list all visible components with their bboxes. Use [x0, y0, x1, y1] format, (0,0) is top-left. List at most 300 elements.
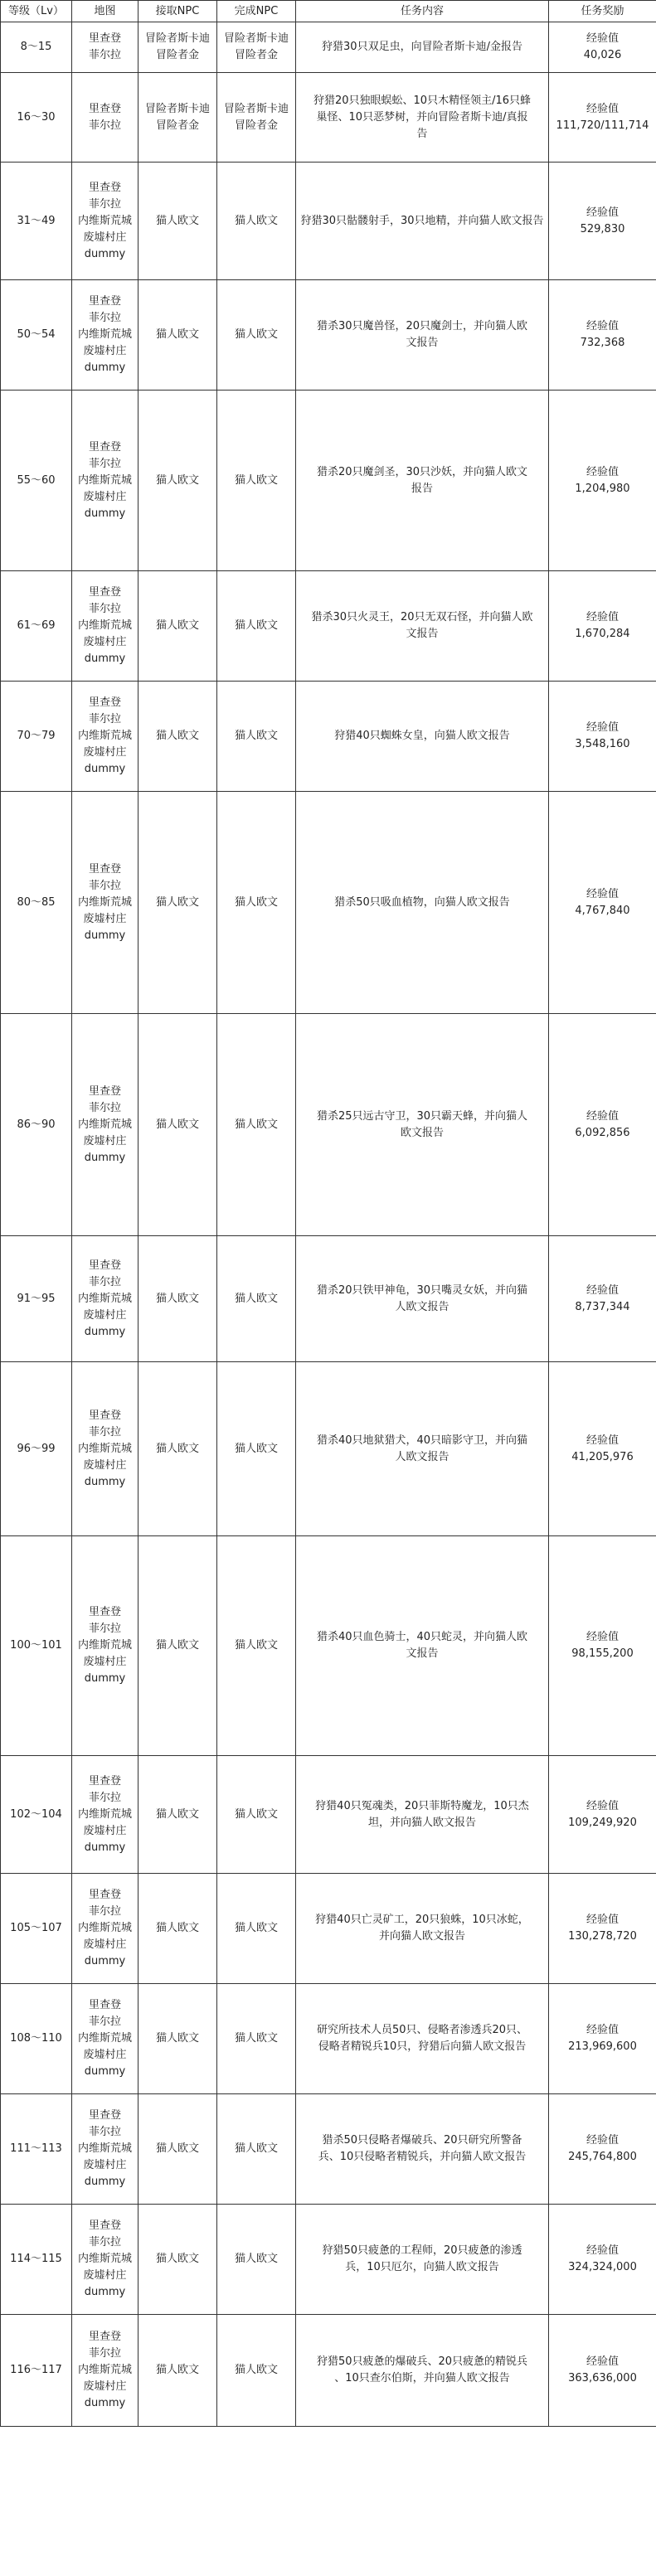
map-cell [72, 163, 138, 280]
table-row [1, 792, 656, 1014]
level-cell: 96～99 [1, 1362, 72, 1536]
accept-npc-line: 冒险者金 [155, 119, 199, 132]
map-line: 废墟村庄 [83, 2049, 127, 2061]
reward-value: 6,092,856 [575, 1126, 630, 1139]
reward-label: 经验值 [586, 320, 619, 332]
content-line: 狩猎30只骷髅射手，30只地精，并向猫人欧文报告 [300, 214, 544, 227]
content-line: 猎杀50只侵略者爆破兵、20只研究所警备 [322, 2134, 522, 2147]
map-line: dummy [84, 1475, 126, 1488]
reward-value: 363,636,000 [568, 2372, 637, 2384]
map-line: 菲尔拉 [88, 2347, 121, 2360]
complete-npc-line: 猫人欧文 [234, 2142, 278, 2155]
reward-cell [549, 1362, 656, 1536]
map-cell [72, 1536, 138, 1756]
reward-label: 经验值 [586, 206, 619, 219]
reward-cell [549, 22, 656, 73]
header-row [1, 1, 656, 22]
reward-cell [549, 280, 656, 391]
map-line: 里查登 [88, 1774, 121, 1788]
map-line: 里查登 [88, 2109, 121, 2122]
complete-npc-cell [217, 2315, 296, 2427]
content-line: 欧文报告 [400, 1126, 444, 1139]
map-cell [72, 1014, 138, 1236]
content-line: 猎杀25只远古守卫，30只霸天蜂，并向猫人 [316, 1109, 528, 1123]
complete-npc-cell [217, 571, 296, 682]
level-cell: 102～104 [1, 1756, 72, 1874]
reward-label: 经验值 [586, 1799, 619, 1812]
content-cell [296, 73, 549, 163]
accept-npc-line: 猫人欧文 [155, 730, 199, 742]
content-cell [296, 1874, 549, 1984]
level-cell: 114～115 [1, 2205, 72, 2315]
table-row [1, 2205, 656, 2315]
accept-npc-line: 猫人欧文 [155, 2032, 199, 2045]
complete-npc-line: 猫人欧文 [234, 1118, 278, 1131]
reward-label: 经验值 [586, 102, 619, 115]
map-line: 里查登 [88, 862, 121, 876]
map-cell [72, 1756, 138, 1874]
map-line: 内维斯荒城 [77, 1922, 132, 1934]
map-line: dummy [84, 2176, 126, 2188]
reward-value: 98,155,200 [571, 1647, 634, 1660]
map-line: 里查登 [88, 696, 121, 709]
accept-npc-line: 猫人欧文 [155, 1292, 199, 1305]
header-level: 等级（Lv） [1, 1, 72, 22]
map-cell [72, 1236, 138, 1362]
content-cell [296, 391, 549, 571]
level-cell: 31～49 [1, 163, 72, 280]
content-line: 猎杀20只铁甲神龟，30只嘴灵女妖，并向猫 [316, 1283, 528, 1297]
map-line: 内维斯荒城 [77, 619, 132, 632]
content-line: 狩猎20只独眼蜈蚣、10只木精怪领主/16只蜂 [313, 94, 531, 107]
map-line: 里查登 [88, 32, 121, 45]
content-line: 文报告 [406, 628, 439, 640]
map-line: 里查登 [88, 586, 121, 599]
level-cell: 55～60 [1, 391, 72, 571]
content-line: 狩猎40只蜘蛛女皇，向猫人欧文报告 [334, 730, 510, 742]
content-line: 猎杀40只地狱猎犬，40只暗影守卫，并向猫 [316, 1434, 528, 1447]
reward-value: 130,278,720 [568, 1930, 637, 1943]
content-cell [296, 1014, 549, 1236]
map-cell [72, 682, 138, 792]
reward-label: 经验值 [586, 721, 619, 734]
reward-value: 245,764,800 [568, 2151, 637, 2163]
reward-value: 8,737,344 [575, 1300, 630, 1313]
content-line: 研究所技术人员50只、侵略者渗透兵20只、 [316, 2024, 528, 2036]
content-line: 狩猎50只疲惫的爆破兵、20只疲惫的精锐兵 [316, 2355, 528, 2368]
map-cell [72, 73, 138, 163]
content-cell [296, 1236, 549, 1362]
content-line: 并向猫人欧文报告 [378, 1930, 465, 1943]
content-line: 兵、10只侵略者精锐兵，并向猫人欧文报告 [318, 2151, 527, 2163]
content-line: 坦，并向猫人欧文报告 [367, 1816, 476, 1829]
complete-npc-cell [217, 391, 296, 571]
level-cell: 105～107 [1, 1874, 72, 1984]
accept-npc-line: 猫人欧文 [155, 1639, 199, 1652]
table-row [1, 73, 656, 163]
map-line: 里查登 [88, 2219, 121, 2232]
header-reward: 任务奖励 [549, 1, 656, 22]
reward-label: 经验值 [586, 611, 619, 623]
reward-cell [549, 571, 656, 682]
complete-npc-line: 猫人欧文 [234, 328, 278, 341]
map-line: dummy [84, 763, 126, 775]
reward-label: 经验值 [586, 1434, 619, 1447]
complete-npc-cell [217, 163, 296, 280]
map-line: 内维斯荒城 [77, 895, 132, 909]
reward-label: 经验值 [586, 1631, 619, 1643]
reward-label: 经验值 [586, 1109, 619, 1123]
map-line: 里查登 [88, 1999, 121, 2011]
level-cell: 70～79 [1, 682, 72, 792]
accept-npc-cell [138, 391, 217, 571]
map-line: 内维斯荒城 [77, 730, 132, 742]
map-line: dummy [84, 507, 126, 520]
accept-npc-line: 猫人欧文 [155, 473, 199, 487]
content-line: 兵，10只厄尔，向猫人欧文报告 [345, 2261, 499, 2273]
map-line: 里查登 [88, 295, 121, 308]
reward-label: 经验值 [586, 32, 619, 45]
map-line: 里查登 [88, 181, 121, 194]
reward-cell [549, 391, 656, 571]
map-cell [72, 1984, 138, 2094]
map-line: 菲尔拉 [88, 1623, 121, 1635]
content-cell [296, 22, 549, 73]
map-line: 内维斯荒城 [77, 1639, 132, 1652]
complete-npc-cell [217, 1756, 296, 1874]
complete-npc-line: 冒险者斯卡迪 [223, 32, 289, 45]
content-cell [296, 1536, 549, 1756]
level-cell: 80～85 [1, 792, 72, 1014]
reward-value: 111,720/111,714 [556, 119, 649, 132]
content-line: 告 [416, 127, 428, 140]
map-line: 废墟村庄 [83, 746, 127, 759]
complete-npc-cell [217, 73, 296, 163]
map-line: dummy [84, 652, 126, 665]
content-cell [296, 163, 549, 280]
content-line: 侵略者精锐兵10只，狩猎后向猫人欧文报告 [318, 2040, 527, 2053]
level-cell: 8～15 [1, 22, 72, 73]
map-line: 内维斯荒城 [77, 1442, 132, 1455]
map-line: 菲尔拉 [88, 879, 121, 892]
reward-cell [549, 1014, 656, 1236]
complete-npc-line: 冒险者金 [234, 119, 278, 132]
complete-npc-cell [217, 2094, 296, 2205]
complete-npc-line: 冒险者斯卡迪 [223, 102, 289, 115]
map-line: 内维斯荒城 [77, 328, 132, 341]
map-line: 里查登 [88, 102, 121, 115]
map-cell [72, 22, 138, 73]
complete-npc-cell [217, 1236, 296, 1362]
reward-value: 324,324,000 [568, 2261, 637, 2273]
accept-npc-cell [138, 1236, 217, 1362]
level-cell: 16～30 [1, 73, 72, 163]
map-line: 内维斯荒城 [77, 214, 132, 227]
map-line: dummy [84, 1955, 126, 1967]
map-line: dummy [84, 2397, 126, 2409]
accept-npc-cell [138, 22, 217, 73]
reward-cell [549, 163, 656, 280]
map-line: 菲尔拉 [88, 603, 121, 615]
reward-value: 4,767,840 [575, 904, 630, 917]
accept-npc-cell [138, 1874, 217, 1984]
complete-npc-cell [217, 1874, 296, 1984]
accept-npc-line: 冒险者金 [155, 49, 199, 61]
map-line: 菲尔拉 [88, 1425, 121, 1438]
accept-npc-line: 冒险者斯卡迪 [144, 32, 210, 45]
map-cell [72, 571, 138, 682]
content-line: 文报告 [406, 337, 439, 349]
map-cell [72, 1874, 138, 1984]
accept-npc-line: 猫人欧文 [155, 2142, 199, 2155]
map-line: 内维斯荒城 [77, 2253, 132, 2265]
complete-npc-cell [217, 682, 296, 792]
content-line: 狩猎40只冤魂类，20只菲斯特魔龙，10只杰 [315, 1799, 529, 1812]
complete-npc-cell [217, 280, 296, 391]
map-line: 废墟村庄 [83, 2380, 127, 2393]
map-line: 里查登 [88, 1409, 121, 1422]
accept-npc-line: 猫人欧文 [155, 1118, 199, 1131]
map-cell [72, 1362, 138, 1536]
content-line: 猎杀50只吸血植物，向猫人欧文报告 [334, 895, 510, 909]
map-line: 菲尔拉 [88, 49, 121, 61]
reward-label: 经验值 [586, 1283, 619, 1297]
complete-npc-line: 猫人欧文 [234, 895, 278, 909]
map-line: 内维斯荒城 [77, 2032, 132, 2045]
table-row [1, 1536, 656, 1756]
map-line: dummy [84, 361, 126, 374]
accept-npc-cell [138, 1014, 217, 1236]
map-line: 菲尔拉 [88, 197, 121, 211]
accept-npc-cell [138, 792, 217, 1014]
reward-cell [549, 1984, 656, 2094]
level-cell: 116～117 [1, 2315, 72, 2427]
table-row [1, 1362, 656, 1536]
table-header [1, 1, 656, 22]
reward-label: 经验值 [586, 2024, 619, 2036]
complete-npc-line: 猫人欧文 [234, 473, 278, 487]
accept-npc-line: 猫人欧文 [155, 2253, 199, 2265]
reward-cell [549, 2205, 656, 2315]
reward-value: 1,204,980 [575, 482, 630, 495]
table-row [1, 1874, 656, 1984]
map-line: dummy [84, 2286, 126, 2298]
table-row [1, 1236, 656, 1362]
reward-cell [549, 792, 656, 1014]
table-row [1, 571, 656, 682]
map-cell [72, 391, 138, 571]
map-line: 内维斯荒城 [77, 2142, 132, 2155]
content-line: 巢怪、10只恶梦树，并向冒险者斯卡迪/真报 [316, 110, 528, 124]
reward-cell [549, 2094, 656, 2205]
map-line: 废墟村庄 [83, 2159, 127, 2171]
map-line: 废墟村庄 [83, 490, 127, 503]
complete-npc-line: 猫人欧文 [234, 730, 278, 742]
content-line: 猎杀20只魔剑圣，30只沙妖，并向猫人欧文 [316, 465, 528, 478]
reward-value: 40,026 [583, 49, 622, 61]
reward-label: 经验值 [586, 1914, 619, 1926]
accept-npc-cell [138, 163, 217, 280]
map-cell [72, 2094, 138, 2205]
complete-npc-cell [217, 22, 296, 73]
table-row [1, 22, 656, 73]
accept-npc-cell [138, 1984, 217, 2094]
complete-npc-line: 猫人欧文 [234, 2364, 278, 2376]
complete-npc-line: 猫人欧文 [234, 619, 278, 632]
accept-npc-cell [138, 2205, 217, 2315]
map-line: dummy [84, 247, 126, 260]
reward-value: 109,249,920 [568, 1816, 637, 1829]
map-line: 废墟村庄 [83, 1938, 127, 1951]
reward-label: 经验值 [586, 2134, 619, 2147]
reward-value: 41,205,976 [571, 1450, 634, 1463]
content-cell [296, 792, 549, 1014]
map-line: dummy [84, 1325, 126, 1338]
accept-npc-line: 猫人欧文 [155, 619, 199, 632]
accept-npc-line: 猫人欧文 [155, 895, 199, 909]
map-line: dummy [84, 1151, 126, 1164]
content-cell [296, 1362, 549, 1536]
reward-cell [549, 73, 656, 163]
map-cell [72, 792, 138, 1014]
accept-npc-cell [138, 280, 217, 391]
map-line: 废墟村庄 [83, 345, 127, 357]
complete-npc-cell [217, 1984, 296, 2094]
map-line: 废墟村庄 [83, 230, 127, 244]
map-line: 菲尔拉 [88, 119, 121, 132]
level-cell: 108～110 [1, 1984, 72, 2094]
complete-npc-cell [217, 792, 296, 1014]
table-row [1, 682, 656, 792]
map-line: 菲尔拉 [88, 312, 121, 324]
table-row [1, 1756, 656, 1874]
complete-npc-cell [217, 2205, 296, 2315]
table-row [1, 2094, 656, 2205]
header-map: 地图 [72, 1, 138, 22]
map-line: 废墟村庄 [83, 1656, 127, 1668]
map-line: 废墟村庄 [83, 2269, 127, 2282]
table-row [1, 391, 656, 571]
accept-npc-line: 猫人欧文 [155, 2364, 199, 2376]
map-line: 废墟村庄 [83, 1458, 127, 1472]
reward-label: 经验值 [586, 465, 619, 478]
level-cell: 111～113 [1, 2094, 72, 2205]
content-line: 猎杀30只魔兽怪，20只魔剑士，并向猫人欧 [316, 320, 528, 332]
complete-npc-cell [217, 1014, 296, 1236]
table-row [1, 2315, 656, 2427]
complete-npc-line: 冒险者金 [234, 49, 278, 61]
complete-npc-line: 猫人欧文 [234, 214, 278, 227]
map-line: 废墟村庄 [83, 912, 127, 925]
map-line: 里查登 [88, 1606, 121, 1618]
reward-label: 经验值 [586, 2244, 619, 2257]
map-line: 里查登 [88, 1084, 121, 1098]
reward-cell [549, 1874, 656, 1984]
complete-npc-cell [217, 1536, 296, 1756]
map-line: 菲尔拉 [88, 1101, 121, 1114]
map-line: 菲尔拉 [88, 713, 121, 725]
complete-npc-line: 猫人欧文 [234, 1639, 278, 1652]
reward-value: 732,368 [580, 337, 625, 349]
reward-cell [549, 1236, 656, 1362]
map-line: 废墟村庄 [83, 636, 127, 648]
reward-label: 经验值 [586, 887, 619, 900]
complete-npc-line: 猫人欧文 [234, 2253, 278, 2265]
reward-value: 1,670,284 [575, 628, 630, 640]
level-cell: 91～95 [1, 1236, 72, 1362]
map-line: 菲尔拉 [88, 1905, 121, 1918]
map-line: dummy [84, 1841, 126, 1854]
accept-npc-cell [138, 1536, 217, 1756]
content-line: 狩猎50只疲惫的工程师，20只疲惫的渗透 [322, 2244, 522, 2257]
content-line: 文报告 [406, 1647, 439, 1660]
complete-npc-line: 猫人欧文 [234, 1442, 278, 1455]
map-line: 里查登 [88, 440, 121, 454]
table-row [1, 1984, 656, 2094]
content-cell [296, 682, 549, 792]
table-row [1, 1014, 656, 1236]
map-line: 废墟村庄 [83, 1824, 127, 1837]
table-row [1, 163, 656, 280]
map-line: 菲尔拉 [88, 2016, 121, 2028]
content-cell [296, 2315, 549, 2427]
accept-npc-line: 猫人欧文 [155, 1922, 199, 1934]
level-cell: 86～90 [1, 1014, 72, 1236]
accept-npc-cell [138, 571, 217, 682]
map-cell [72, 280, 138, 391]
level-cell: 50～54 [1, 280, 72, 391]
accept-npc-cell [138, 2315, 217, 2427]
map-line: dummy [84, 2065, 126, 2078]
content-cell [296, 2205, 549, 2315]
accept-npc-line: 猫人欧文 [155, 1442, 199, 1455]
map-line: 菲尔拉 [88, 1275, 121, 1288]
content-line: 、10只查尔伯斯，并向猫人欧文报告 [334, 2372, 510, 2384]
content-line: 报告 [411, 482, 433, 495]
map-line: 内维斯荒城 [77, 1292, 132, 1305]
content-line: 猎杀30只火灵王，20只无双石怪，并向猫人欧 [311, 611, 533, 623]
map-line: 里查登 [88, 2331, 121, 2343]
accept-npc-line: 猫人欧文 [155, 1807, 199, 1821]
complete-npc-cell [217, 1362, 296, 1536]
map-line: 里查登 [88, 1889, 121, 1901]
map-line: 菲尔拉 [88, 1791, 121, 1804]
complete-npc-line: 猫人欧文 [234, 1807, 278, 1821]
content-cell [296, 571, 549, 682]
level-cell: 100～101 [1, 1536, 72, 1756]
header-content: 任务内容 [296, 1, 549, 22]
complete-npc-line: 猫人欧文 [234, 1922, 278, 1934]
accept-npc-cell [138, 682, 217, 792]
reward-cell [549, 1536, 656, 1756]
accept-npc-cell [138, 2094, 217, 2205]
content-line: 狩猎30只双足虫，向冒险者斯卡迪/金报告 [322, 41, 522, 53]
map-cell [72, 2205, 138, 2315]
map-line: 废墟村庄 [83, 1308, 127, 1322]
map-line: 里查登 [88, 1259, 121, 1272]
header-complete-npc: 完成NPC [217, 1, 296, 22]
content-line: 狩猎40只亡灵矿工，20只狼蛛，10只冰蛇， [315, 1914, 529, 1926]
map-line: 内维斯荒城 [77, 2364, 132, 2376]
complete-npc-line: 猫人欧文 [234, 1292, 278, 1305]
map-line: dummy [84, 1672, 126, 1685]
map-line: 菲尔拉 [88, 2236, 121, 2249]
accept-npc-cell [138, 1756, 217, 1874]
map-line: 内维斯荒城 [77, 1807, 132, 1821]
map-cell [72, 2315, 138, 2427]
reward-value: 529,830 [580, 222, 625, 235]
table-row [1, 280, 656, 391]
